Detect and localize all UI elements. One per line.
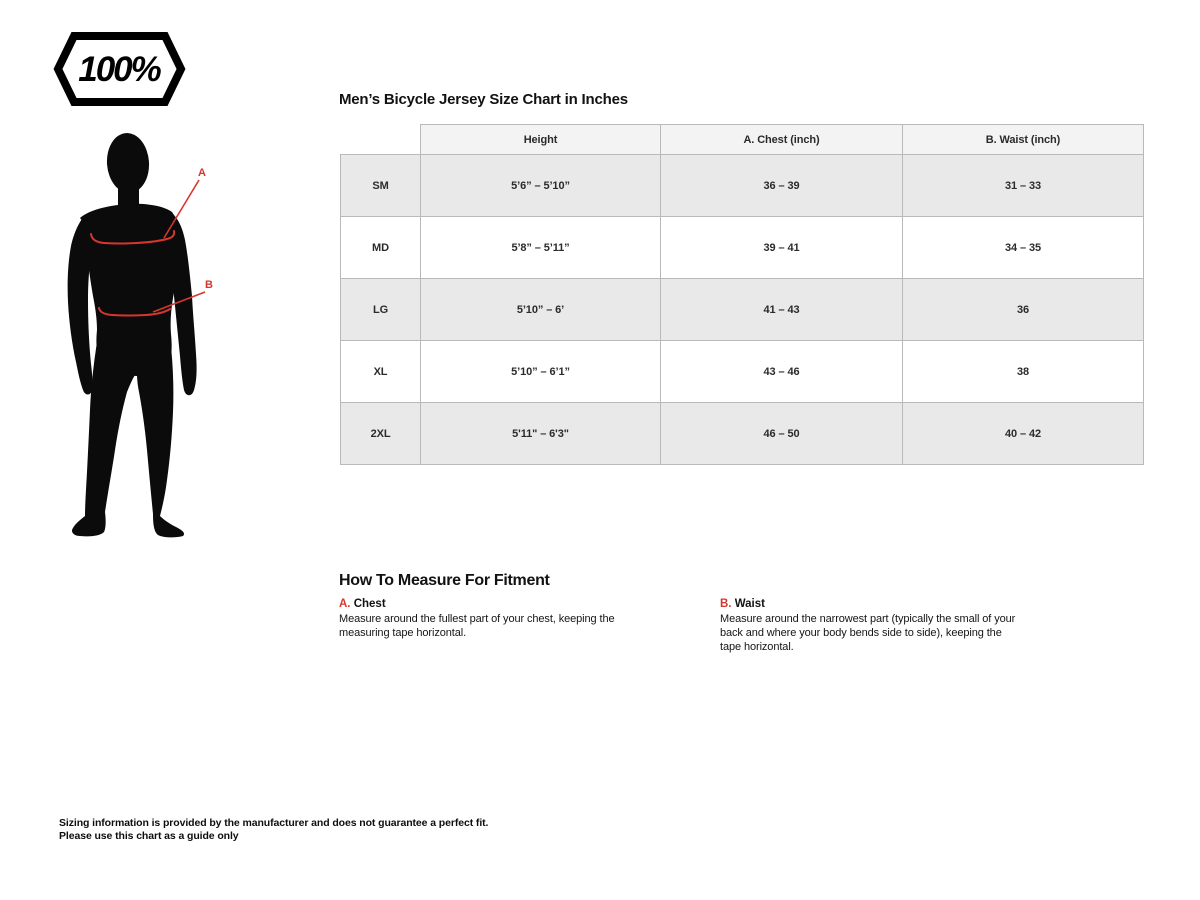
how-to-measure-title: How To Measure For Fitment	[339, 572, 550, 589]
height-cell: 5’6” – 5’10”	[421, 155, 661, 217]
height-cell: 5’10” – 6’1”	[421, 341, 661, 403]
column-header-height: Height	[421, 125, 661, 155]
table-row-md	[341, 217, 1144, 279]
measure-waist-key: B.	[720, 598, 732, 610]
chest-cell: 36 – 39	[661, 155, 903, 217]
waist-cell: 31 – 33	[903, 155, 1144, 217]
measure-waist-description: Measure around the narrowest part (typically the small of your back and where your body bends side to side), keeping the tape horizontal.	[720, 613, 1016, 653]
chest-cell: 41 – 43	[661, 279, 903, 341]
chest-cell: 39 – 41	[661, 217, 903, 279]
male-silhouette-figure	[55, 105, 220, 560]
height-cell: 5’10” – 6’	[421, 279, 661, 341]
column-header-chest: A. Chest (inch)	[661, 125, 903, 155]
size-cell: MD	[341, 217, 421, 279]
measure-instruction-chest	[339, 598, 634, 640]
table-corner-blank	[341, 125, 421, 155]
size-cell: LG	[341, 279, 421, 341]
measure-chest-heading	[339, 598, 634, 610]
measure-waist-heading	[720, 598, 1018, 610]
waist-cell: 36	[903, 279, 1144, 341]
height-cell: 5'11" – 6'3"	[421, 403, 661, 465]
male-silhouette	[68, 132, 197, 538]
size-chart-table	[340, 124, 1144, 465]
table-row-xl	[341, 341, 1144, 403]
page-title: Men’s Bicycle Jersey Size Chart in Inches	[339, 91, 628, 108]
waist-cell: 40 – 42	[903, 403, 1144, 465]
measure-instruction-waist	[720, 598, 1018, 654]
brand-logo-icon	[50, 28, 186, 108]
sizing-disclaimer	[59, 817, 488, 842]
table-row-2xl	[341, 403, 1144, 465]
table-header-row	[341, 125, 1144, 155]
measure-chest-description: Measure around the fullest part of your chest, keeping the measuring tape horizontal.	[339, 613, 615, 639]
height-cell: 5’8” – 5’11”	[421, 217, 661, 279]
chest-label-a: A	[198, 167, 206, 179]
chest-cell: 46 – 50	[661, 403, 903, 465]
waist-label-b: B	[205, 279, 213, 291]
table-row-sm	[341, 155, 1144, 217]
waist-cell: 38	[903, 341, 1144, 403]
disclaimer-line-2: Please use this chart as a guide only	[59, 829, 239, 842]
chest-cell: 43 – 46	[661, 341, 903, 403]
size-cell: 2XL	[341, 403, 421, 465]
size-cell: XL	[341, 341, 421, 403]
column-header-waist: B. Waist (inch)	[903, 125, 1144, 155]
table-row-lg	[341, 279, 1144, 341]
waist-cell: 34 – 35	[903, 217, 1144, 279]
disclaimer-line-1: Sizing information is provided by the manufacturer and does not guarantee a perfect fit.	[59, 817, 489, 829]
size-cell: SM	[341, 155, 421, 217]
measure-waist-name: Waist	[734, 598, 765, 610]
measure-chest-name: Chest	[353, 598, 386, 610]
measure-chest-key: A.	[339, 598, 351, 610]
logo-text: 100%	[78, 50, 160, 89]
